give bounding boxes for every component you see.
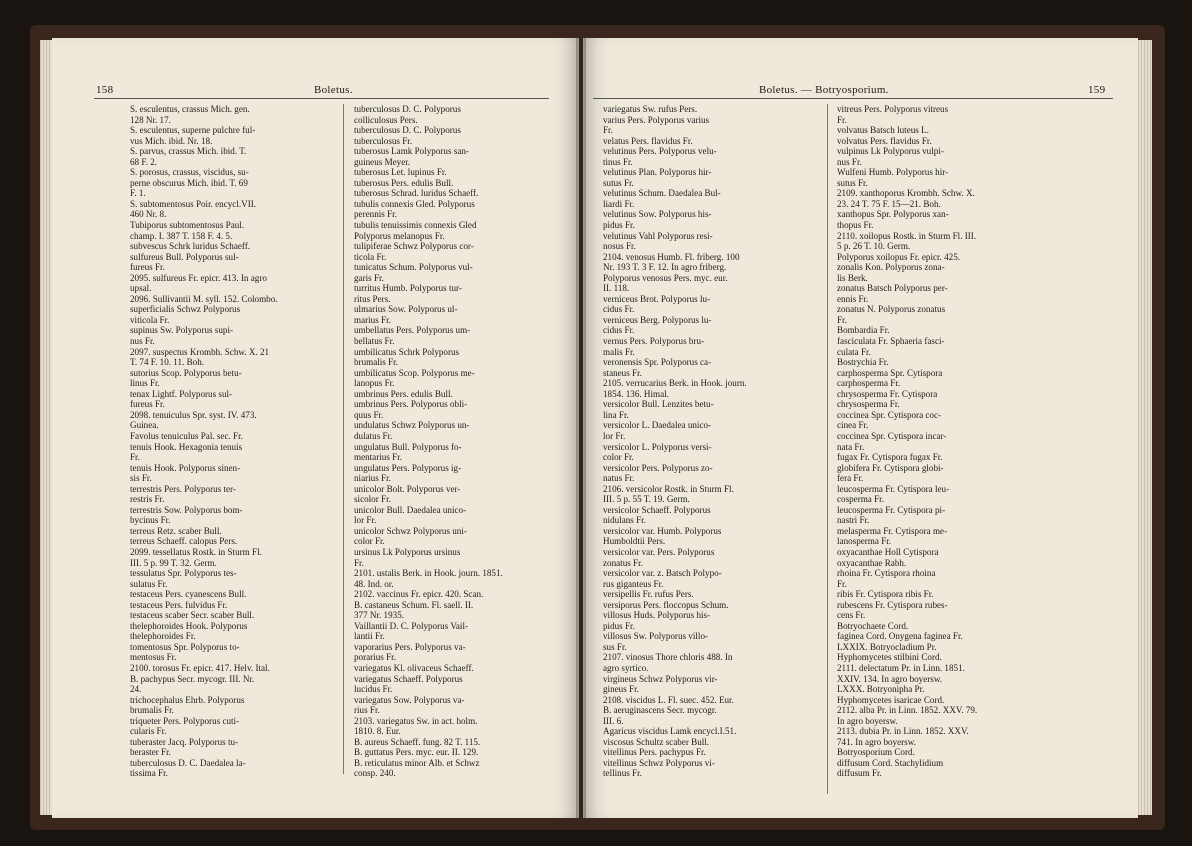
entry-line: superficialis Schwz Polyporus <box>130 304 241 315</box>
entry-line: S. subtomentosus Poir. encycl.VII. <box>130 198 257 209</box>
entry-line: undulatus Schwz Polyporus un- <box>354 420 470 431</box>
entry-line: garis Fr. <box>354 272 384 283</box>
entry-line: tubulis tenuissimis connexis Gled <box>354 220 477 231</box>
entry-line: 377 Nr. 1935. <box>354 610 405 621</box>
entry-line: terreus Retz. scaber Bull. <box>130 525 222 536</box>
entry-line: malis Fr. <box>603 346 635 357</box>
entry-line: Polyporus melanopus Fr. <box>354 230 445 241</box>
entry-line: ennis Fr. <box>837 293 869 304</box>
entry-line: leucosperma Fr. Cytispora pi- <box>837 504 946 515</box>
entry-line: Fr. <box>354 557 364 568</box>
entry-line: versicolor var. Pers. Polyporus <box>603 546 715 557</box>
entry-line: tuberosus Lamk Polyporus san- <box>354 146 469 157</box>
entry-line: velutinus Vahl Polyporus resi- <box>603 230 713 241</box>
entry-line: marius Fr. <box>354 314 391 325</box>
entry-line: III. 5 p. 55 T. 19. Germ. <box>603 494 690 505</box>
entry-line: fugax Fr. Cytispora fugax Fr. <box>837 452 943 463</box>
entry-line: 2095. sulfureus Fr. epicr. 413. In agro <box>130 272 267 283</box>
entry-line: bellatus Fr. <box>354 336 395 347</box>
entry-line: vitellinus Schwz Polyporus vi- <box>603 757 715 768</box>
left-column-1 <box>130 104 278 779</box>
entry-line: sulatus Fr. <box>130 578 168 589</box>
entry-line: xanthopus Spr. Polyporus xan- <box>837 209 949 220</box>
entry-line: versiporus Pers. floccopus Schum. <box>603 599 729 610</box>
entry-line: porarius Fr. <box>354 652 396 663</box>
entry-line: Tubiporus subtomentosus Paul. <box>130 220 245 231</box>
entry-line: thopus Fr. <box>837 220 874 231</box>
entry-line: mentosus Fr. <box>130 652 177 663</box>
entry-line: oxyacanthae Rabh. <box>837 557 907 568</box>
entry-line: 2105. verrucarius Berk. in Hook. journ. <box>603 378 747 389</box>
entry-line: vernus Pers. Polyporus bru- <box>603 336 705 347</box>
entry-line: versicolor Bull. Lenzites betu- <box>603 399 714 410</box>
entry-line: umbellatus Pers. Polyporus um- <box>354 325 471 336</box>
entry-line: volvatus Batsch luteus L. <box>837 125 929 136</box>
entry-line: lanosperma Fr. <box>837 536 892 547</box>
entry-line: chrysosperma Fr. <box>837 399 900 410</box>
entry-line: versicolor Schaeff. Polyporus <box>603 504 711 515</box>
entry-line: quus Fr. <box>354 409 384 420</box>
entry-line: pidus Fr. <box>603 620 635 631</box>
entry-line: testaceus Pers. fulvidus Fr. <box>130 599 228 610</box>
entry-line: leucosperma Fr. Cytispora leu- <box>837 483 950 494</box>
entry-line: villosus Sw. Polyporus villo- <box>603 631 709 642</box>
entry-line: 1854. 136. Himal. <box>603 388 669 399</box>
entry-line: B. castaneus Schum. Fl. saell. II. <box>354 599 474 610</box>
entry-line: variegatus Kl. olivaceus Schaeff. <box>354 662 474 673</box>
entry-line: In agro boyersw. <box>837 715 898 726</box>
entry-line: Polyporus venosus Pers. myc. eur. <box>603 272 728 283</box>
entry-line: zonalis Kon. Polyporus zona- <box>837 262 945 273</box>
entry-line: fureus Fr. <box>130 399 165 410</box>
entry-line: sulfureus Bull. Polyporus sul- <box>130 251 239 262</box>
entry-line: viscosus Schultz scaber Bull. <box>603 736 710 747</box>
entry-line: chrysosperma Fr. Cytispora <box>837 388 938 399</box>
entry-line: 2109. xanthoporus Krombh. Schw. X. <box>837 188 975 199</box>
entry-line: 2110. xoilopus Rostk. in Sturm Fl. III. <box>837 230 977 241</box>
entry-line: beraster Fr. <box>130 747 171 758</box>
entry-line: turritus Humb. Polyporus tur- <box>354 283 462 294</box>
entry-line: 741. In agro boyersw. <box>837 736 916 747</box>
entry-line: 2098. tenuiculus Spr. syst. IV. 473. <box>130 409 257 420</box>
entry-line: Fr. <box>837 314 847 325</box>
entry-line: 24. <box>130 684 142 695</box>
entry-line: nus Fr. <box>130 336 155 347</box>
entry-line: terrestris Pers. Polyporus ter- <box>130 483 236 494</box>
entry-line: LXXX. Botryoniphа Pr. <box>837 684 925 695</box>
entry-line: virgineus Schwz Polyporus vir- <box>603 673 718 684</box>
entry-line: lor Fr. <box>603 430 626 441</box>
entry-line: velutinus Plan. Polyporus hir- <box>603 167 712 178</box>
entry-line: gineus Fr. <box>603 684 639 695</box>
entry-line: Bombardia Fr. <box>837 325 890 336</box>
entry-line: brumalis Fr. <box>130 705 174 716</box>
entry-line: 2107. vinosus Thore chloris 488. In <box>603 652 733 663</box>
entry-line: Hyphomycetes isaricae Cord. <box>837 694 945 705</box>
entry-line: tinus Fr. <box>603 156 633 167</box>
entry-line: tuberosus Schrad. luridus Schaeff. <box>354 188 479 199</box>
left-header-rule <box>94 98 549 99</box>
right-page-edges <box>1138 40 1152 815</box>
entry-line: 5 p. 26 T. 10. Germ. <box>837 241 911 252</box>
entry-line: versipellis Fr. rufus Pers. <box>603 589 694 600</box>
entry-line: ungulatus Pers. Polyporus ig- <box>354 462 462 473</box>
entry-line: tessulatus Spr. Polyporus tes- <box>130 568 237 579</box>
left-page-number: 158 <box>96 84 114 96</box>
entry-line: vitreus Pers. Polyporus vitreus <box>837 104 949 114</box>
entry-line: versicolor var. z. Batsch Polypo- <box>603 568 722 579</box>
entry-line: 68 F. 2. <box>130 156 158 167</box>
entry-line: 48. Ind. or. <box>354 578 394 589</box>
right-page-number: 159 <box>1088 84 1106 96</box>
entry-line: 1810. 8. Eur. <box>354 726 401 737</box>
entry-line: nidulans Fr. <box>603 515 646 526</box>
entry-line: B. aureus Schaeff. fung. 82 T. 115. <box>354 736 481 747</box>
entry-line: velutinus Schum. Daedalea Bul- <box>603 188 721 199</box>
entry-line: versicolor Pers. Polyporus zo- <box>603 462 713 473</box>
left-page <box>52 38 579 818</box>
entry-line: Botryosporium Cord. <box>837 747 915 758</box>
entry-line: variegatus Schaeff. Polyporus <box>354 673 463 684</box>
entry-line: zonatus Fr. <box>603 557 643 568</box>
entry-line: oxyacanthae Holl Cytispora <box>837 546 939 557</box>
entry-line: tunicatus Schum. Polyporus vul- <box>354 262 473 273</box>
entry-line: sutus Fr. <box>837 177 868 188</box>
entry-line: carphosperma Spr. Cytispora <box>837 367 943 378</box>
entry-line: mentarius Fr. <box>354 452 402 463</box>
entry-line: terreus Schaeff. calopus Pers. <box>130 536 238 547</box>
entry-line: 2112. alba Pr. in Linn. 1852. XXV. 79. <box>837 705 978 716</box>
entry-line: zonatus Batsch Polyporus per- <box>837 283 948 294</box>
entry-line: upsal. <box>130 283 152 294</box>
entry-line: nosus Fr. <box>603 241 636 252</box>
entry-line: terrestris Sow. Polyporus bom- <box>130 504 243 515</box>
entry-line: testaceus scaber Secr. scaber Bull. <box>130 610 255 621</box>
entry-line: vus Mich. ibid. Nr. 18. <box>130 135 213 146</box>
entry-line: S. esculentus, superne pulchre ful- <box>130 125 256 136</box>
left-running-head: Boletus. <box>314 84 353 96</box>
entry-line: color Fr. <box>354 536 385 547</box>
entry-line: 2106. versicolor Rostk. in Sturm Fl. <box>603 483 734 494</box>
entry-line: III. 6. <box>603 715 624 726</box>
entry-line: volvatus Pers. flavidus Fr. <box>837 135 932 146</box>
entry-line: staneus Fr. <box>603 367 642 378</box>
left-page-edges <box>40 40 52 815</box>
entry-line: consp. 240. <box>354 768 396 779</box>
entry-line: tuberaster Jacq. Polyporus tu- <box>130 736 239 747</box>
entry-line: 2097. suspectus Krombh. Schw. X. 21 <box>130 346 270 357</box>
entry-line: fureus Fr. <box>130 262 165 273</box>
entry-line: LXXIX. Botryocladium Pr. <box>837 641 937 652</box>
entry-line: Vaillantii D. C. Polyporus Vail- <box>354 620 469 631</box>
entry-line: fasciculata Fr. Sphaeria fasci- <box>837 336 945 347</box>
entry-line: faginea Cord. Onygena faginea Fr. <box>837 631 963 642</box>
entry-line: globifera Fr. Cytispora globi- <box>837 462 944 473</box>
entry-line: B. guttatus Pers. myc. eur. II. 129. <box>354 747 479 758</box>
entry-line: ulmarius Sow. Polyporus ul- <box>354 304 458 315</box>
entry-line: diffusum Cord. Stachylidium <box>837 757 944 768</box>
entry-line: coccinea Spr. Cytispora coc- <box>837 409 942 420</box>
entry-line: guineus Meyer. <box>354 156 411 167</box>
entry-line: cosperma Fr. <box>837 494 884 505</box>
entry-line: 2108. viscidus L. Fl. suec. 452. Eur. <box>603 694 734 705</box>
entry-line: sicolor Fr. <box>354 494 391 505</box>
entry-line: tomentosus Spr. Polyporus to- <box>130 641 240 652</box>
entry-line: Fr. <box>130 452 140 463</box>
entry-line: umbilicatus Scop. Polyporus me- <box>354 367 475 378</box>
entry-line: bycinus Fr. <box>130 515 171 526</box>
entry-line: F. 1. <box>130 188 146 199</box>
entry-line: vulpinus Lk Polyporus vulpi- <box>837 146 944 157</box>
entry-line: 2103. variegatus Sw. in act. holm. <box>354 715 478 726</box>
entry-line: Nr. 193 T. 3 F. 12. In agro friberg. <box>603 262 727 273</box>
entry-line: fera Fr. <box>837 473 864 484</box>
entry-line: verniceus Brot. Polyporus lu- <box>603 293 711 304</box>
entry-line: 128 Nr. 17. <box>130 114 171 125</box>
entry-line: tuberculosus Fr. <box>354 135 413 146</box>
book-gutter <box>576 38 586 818</box>
entry-line: zonatus N. Polyporus zonatus <box>837 304 946 315</box>
entry-line: S. parvus, crassus Mich. ibid. T. <box>130 146 247 157</box>
entry-line: 2096. Sullivantii M. syll. 152. Colombo. <box>130 293 278 304</box>
entry-line: ursinus Lk Polyporus ursinus <box>354 546 461 557</box>
entry-line: lanopus Fr. <box>354 378 395 389</box>
entry-line: Botryochaete Cord. <box>837 620 909 631</box>
entry-line: ribis Fr. Cytispora ribis Fr. <box>837 589 934 600</box>
right-page <box>583 38 1138 818</box>
entry-line: Wulfeni Humb. Polyporus hir- <box>837 167 949 178</box>
entry-line: nus Fr. <box>837 156 862 167</box>
entry-line: rius Fr. <box>354 705 380 716</box>
entry-line: Fr. <box>603 125 613 136</box>
entry-line: carphosperma Fr. <box>837 378 901 389</box>
entry-line: tuberosus Pers. edulis Bull. <box>354 177 454 188</box>
entry-line: velutinus Pers. Polyporus velu- <box>603 146 717 157</box>
entry-line: testaceus Pers. cyanescens Bull. <box>130 589 247 600</box>
entry-line: lucidus Fr. <box>354 684 393 695</box>
entry-line: agro syrtico. <box>603 662 649 673</box>
entry-line: unicolor Schwz Polyporus uni- <box>354 525 467 536</box>
entry-line: cularis Fr. <box>130 726 167 737</box>
entry-line: 2099. tessellatus Rostk. in Sturm Fl. <box>130 546 262 557</box>
right-column-2 <box>837 104 977 779</box>
entry-line: Guinea. <box>130 420 159 431</box>
entry-line: Hyphomycetes stilbini Cord. <box>837 652 942 663</box>
entry-line: cens Fr. <box>837 610 866 621</box>
entry-line: Bostrychia Fr. <box>837 357 889 368</box>
entry-line: subvescus Schrk luridus Schaeff. <box>130 241 251 252</box>
entry-line: tenuis Hook. Polyporus sinen- <box>130 462 241 473</box>
entry-line: trichocephalus Ehrb. Polyporus <box>130 694 245 705</box>
entry-line: tulipiferae Schwz Polyporus cor- <box>354 241 474 252</box>
entry-line: Polyporus xoilopus Fr. epicr. 425. <box>837 251 961 262</box>
entry-line: versicolor L. Daedalea unico- <box>603 420 712 431</box>
entry-line: 2111. delectatum Pr. in Linn. 1851. <box>837 662 965 673</box>
entry-line: color Fr. <box>603 452 634 463</box>
entry-line: 460 Nr. 8. <box>130 209 167 220</box>
left-column-2 <box>354 104 503 779</box>
right-column-1 <box>603 104 747 779</box>
entry-line: verniceus Berg. Polyporus lu- <box>603 314 712 325</box>
entry-line: umbilicatus Schrk Polyporus <box>354 346 460 357</box>
entry-line: liardi Fr. <box>603 198 635 209</box>
entry-line: B. aeruginascens Secr. mycogr. <box>603 705 717 716</box>
entry-line: supinus Sw. Polyporus supi- <box>130 325 233 336</box>
entry-line: tissima Fr. <box>130 768 168 779</box>
entry-line: tenax Lightf. Polyporus sul- <box>130 388 233 399</box>
entry-line: triqueter Pers. Polyporus cuti- <box>130 715 240 726</box>
entry-line: unicolor Bull. Daedalea unico- <box>354 504 467 515</box>
entry-line: perne obscurus Mich. ibid. T. 69 <box>130 177 248 188</box>
entry-line: viticola Fr. <box>130 314 170 325</box>
entry-line: umbrinus Pers. edulis Bull. <box>354 388 453 399</box>
right-header-rule <box>593 98 1113 99</box>
entry-line: lina Fr. <box>603 409 629 420</box>
entry-line: variegatus Sw. rufus Pers. <box>603 104 698 114</box>
entry-line: sutus Fr. <box>603 177 634 188</box>
entry-line: rhoina Fr. Cytispora rhoina <box>837 568 936 579</box>
entry-line: S. porosus, crassus, viscidus, su- <box>130 167 249 178</box>
entry-line: thelephoroides Fr. <box>130 631 196 642</box>
entry-line: rus giganteus Fr. <box>603 578 664 589</box>
entry-line: 2101. ustalis Berk. in Hook. journ. 1851. <box>354 568 503 579</box>
entry-line: tubulis connexis Gled. Polyporus <box>354 198 475 209</box>
entry-line: tuberculosus D. C. Daedalea la- <box>130 757 246 768</box>
entry-line: veronensis Spr. Polyporus ca- <box>603 357 712 368</box>
entry-line: nastri Fr. <box>837 515 870 526</box>
entry-line: Agaricus viscidus Lamk encycl.I.51. <box>603 726 737 737</box>
entry-line: vitellinus Pers. pachypus Fr. <box>603 747 706 758</box>
entry-line: ticola Fr. <box>354 251 387 262</box>
entry-line: velatus Pers. flavidus Fr. <box>603 135 693 146</box>
entry-line: vaporarius Pers. Polyporus va- <box>354 641 466 652</box>
entry-line: niarius Fr. <box>354 473 391 484</box>
entry-line: villosus Huds. Polyporus his- <box>603 610 711 621</box>
entry-line: Fr. <box>837 578 847 589</box>
entry-line: tuberosus Let. lupinus Fr. <box>354 167 447 178</box>
entry-line: nata Fr. <box>837 441 865 452</box>
entry-line: umbrinus Pers. Polyporus obli- <box>354 399 468 410</box>
entry-line: III. 5 p. 99 T. 32. Germ. <box>130 557 217 568</box>
entry-line: Fr. <box>837 114 847 125</box>
entry-line: B. reticulatus minor Alb. et Schwz <box>354 757 480 768</box>
entry-line: ungulatus Bull. Polyporus fo- <box>354 441 462 452</box>
entry-line: thelephoroides Hook. Polyporus <box>130 620 248 631</box>
entry-line: tellinus Fr. <box>603 768 642 779</box>
entry-line: tenuis Hook. Hexagonia tenuis <box>130 441 243 452</box>
entry-line: tuberculosus D. C. Polyporus <box>354 104 461 114</box>
entry-line: II. 118. <box>603 283 630 294</box>
entry-line: restris Fr. <box>130 494 165 505</box>
entry-line: cinea Fr. <box>837 420 869 431</box>
entry-line: tuberculosus D. C. Polyporus <box>354 125 461 136</box>
entry-line: cidus Fr. <box>603 304 635 315</box>
entry-line: S. esculentus, crassus Mich. gen. <box>130 104 250 114</box>
entry-line: versicolor var. Humb. Polyporus <box>603 525 722 536</box>
entry-line: variegatus Sow. Polyporus va- <box>354 694 465 705</box>
entry-line: ritus Pers. <box>354 293 391 304</box>
entry-line: XXIV. 134. In agro boyersw. <box>837 673 943 684</box>
entry-line: B. pachypus Secr. mycogr. III. Nr. <box>130 673 255 684</box>
entry-line: natus Fr. <box>603 473 635 484</box>
entry-line: 2113. dubia Pr. in Linn. 1852. XXV. <box>837 726 969 737</box>
entry-line: velutinus Sow. Polyporus his- <box>603 209 712 220</box>
entry-line: cidus Fr. <box>603 325 635 336</box>
entry-line: colliculosus Pers. <box>354 114 418 125</box>
entry-line: varius Pers. Polyporus varius <box>603 114 710 125</box>
entry-line: lantii Fr. <box>354 631 385 642</box>
entry-line: rubescens Fr. Cytispora rubes- <box>837 599 948 610</box>
entry-line: perennis Fr. <box>354 209 397 220</box>
entry-line: linus Fr. <box>130 378 160 389</box>
entry-line: coccinea Spr. Cytispora incar- <box>837 430 947 441</box>
entry-line: brumalis Fr. <box>354 357 398 368</box>
entry-line: dulatus Fr. <box>354 430 393 441</box>
right-column-rule <box>827 104 828 794</box>
entry-line: sutorius Scop. Polyporus betu- <box>130 367 242 378</box>
entry-line: sus Fr. <box>603 641 627 652</box>
entry-line: 2100. torosus Fr. epicr. 417. Helv. Ital. <box>130 662 270 673</box>
entry-line: Favolus tenuiculus Pal. sec. Fr. <box>130 430 243 441</box>
right-running-head: Boletus. — Botryosporium. <box>759 84 889 96</box>
entry-line: unicolor Bolt. Polyporus ver- <box>354 483 461 494</box>
entry-line: versicolor L. Polyporus versi- <box>603 441 712 452</box>
left-column-rule <box>343 104 344 774</box>
entry-line: diffusum Fr. <box>837 768 882 779</box>
entry-line: culata Fr. <box>837 346 871 357</box>
entry-line: lor Fr. <box>354 515 377 526</box>
entry-line: lis Berk. <box>837 272 868 283</box>
entry-line: melasperma Fr. Cytispora me- <box>837 525 948 536</box>
entry-line: champ. I. 387 T. 158 F. 4. 5. <box>130 230 233 241</box>
entry-line: 2102. vaccinus Fr. epicr. 420. Scan. <box>354 589 484 600</box>
entry-line: Humboldtii Pers. <box>603 536 666 547</box>
entry-line: sis Fr. <box>130 473 152 484</box>
entry-line: pidus Fr. <box>603 220 635 231</box>
entry-line: T. 74 F. 10. 11. Boh. <box>130 357 205 368</box>
entry-line: 2104. venosus Humb. Fl. friberg. 100 <box>603 251 740 262</box>
entry-line: 23. 24 T. 75 F. 15—21. Boh. <box>837 198 941 209</box>
